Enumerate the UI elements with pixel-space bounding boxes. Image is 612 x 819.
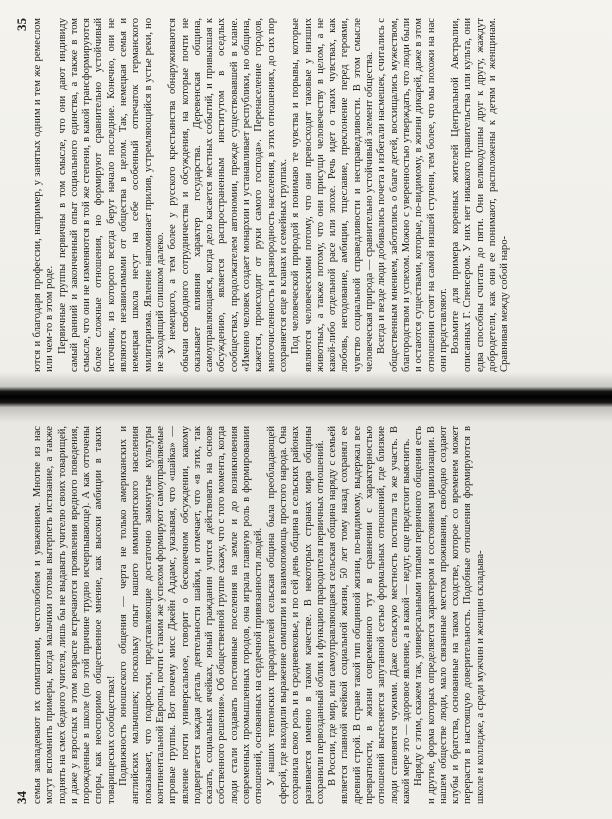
paragraph: ются и благодаря профессии, например, у занятых одним и тем же ремеслом или чем-то в этом роде. [32,18,56,372]
page-number: 34 [14,791,29,804]
page-text [32,18,512,372]
book-gutter [0,387,612,407]
page-35 [10,10,600,380]
paragraph: У немецкого, а тем более у русского крестьянства обнаруживаются обычаи свободного сотрудничества и обсуждения, на которые почти не оказывает влияния характер государства. Деревенская община, самоуправляющаяся, когда дело касается местных событий, и привыкшая к обсуждению, является распространенным институтом в оседлых сообществах, продолжателем автономии, прежде существовавшей в клане. «Именно человек создает монархии и устанавливает республики, но община, кажется, происходит от руки самого господа». Перенаселение городов, многочисленность и разнородность населения, в этих отношениях, до сих пор сохраняется еще в кланах и семейных группах. [167,18,289,372]
paragraph: У наших тевтонских прародителей сельская община была преобладающей сферой, где находили выражение симпатии и взаимопомощь простого народа. Она сохранила свою роль и в средневековье, и по сей день община в сельских районах развивается именно в таком качестве. В некоторых странах мира общины сохранили первозданный облик и функцию прародителя первичных отношений. [265,426,326,804]
paragraph: Наряду с этим, скажем так, универсальными типами первичного общения есть и другие, форма которых определяется характером и состоянием цивилизации. В нашем обществе люди, мало связанные местом проживания, свободно создают клубы и братства, основанные на таком сходстве, которое со временем может перерасти в настоящую доверительность. Подобные отношения формируются в школе и колледже, а среди мужчин и женщин складыва- [413,426,486,804]
paragraph: Подвижность юношеского общения — черта не только американских и английских мальчишек; поскольку опыт нашего иммигрантского населения показывает, что подростки, представляющие достаточно замкнутые культуры континентальной Европы, почти с таким же успехом формируют самоуправляемые игровые группы. Вот почему мисс Джейн Аддамс, указывая, что «шайка» — явление почти универсальное, говорит о бесконечном обсуждении, какому подвергается каждая деталь деятельности шайки, и отмечает, что «в этих, так сказать, социальных ячейках, юный гражданин учится действовать на основе собственного решения». Об общественной группе скажу, что с того момента, когда люди стали создавать постоянные поселения на земле и до возникновения современных промышленных городов, она играла главную роль в формировании отношений, основанных на сердечной привязанности людей. [118,426,265,804]
paragraph: Возьмите для примера коренных жителей Центральной Австралии, описанных Г. Спенсером. У них нет никакого правительства или культа, они едва способны считать до пяти. Они великодушны друг к другу, жаждут добродетели, как они ее понимают, расположены к детям и женщинам. Сравнивая между собой наро- [450,18,511,372]
page-number: 35 [14,18,29,31]
paragraph: Всегда и везде люди добивались почета и избегали насмешек, считались с общественным мнением, заботились о благе детей, восхищались мужеством, благородством и успехом. Можно с уверенностью утверждать, что люди были и остаются существами, которые, по-видимому, в жизни дикарей, даже в этом отношении стоят на самой низшей ступени, тем более, что мы похожи на нас они представляют. [376,18,449,372]
paragraph: В России, где мир, или самоуправляющаяся сельская община наряду с семьей является главной ячейкой социальной жизни, 50 лет тому назад сохранял ее древний строй. В стране такой тип общинной жизни, по-видимому, выдержал все превратности, в жизни современного тут в сравнении с характерностью отношений вытесняется запутанной сетью формальных отношений, где близкие люди становятся чужими. Даже сельскую местность постигла та же участь. В какой мере это — здоровое явление, а в какой — недуг, еще предстоит выяснить. [327,426,412,804]
page-34 [10,418,600,812]
paragraph: семья завладевают их симпатиями, честолюбием и уважением. Многие из нас могут вспомнить примеры, когда мальчики готовы вытерпеть истязание, а также поднять на смех бедного учителя, лишь бы не выдавать учителю своих товарищей, и даже у взрослых в этом возрасте встречаются проявления вредного поведения, порожденные в школе (по этой причине трудно исчерпывающе). А как отточены споры, как неоспоримо общественное мнение, как высоки амбиции в таких товарищеских сообществах! [32,426,117,804]
paragraph: Первичные группы первичны в том смысле, что они дают индивиду самый ранний и законченный опыт социального единства, а также в том смысле, что они не изменяются в той же степени, в какой трансформируются более сложные отношения, но формируют сравнительно устойчивый источник, из которого всегда берут начало последние. Конечно, они не являются независимыми от общества в целом. Так, немецкая семья и немецкая школа несут на себе особенный отпечаток германского милитаризма. Явление напоминает прилив, устремляющийся в устье реки, но не заходящий слишком далеко. [56,18,166,372]
page-text [32,426,487,804]
paragraph: Под человеческой природой я понимаю те чувства и порывы, которые являются человеческими потому, что они превосходят таковые у низших животных, а также потому, что они присущи человечеству в целом, а не какой-либо отдельной расе или эпохе. Речь идет о таких чувствах, как любовь, негодование, амбиции, тщеславие, преклонение перед героями, чувство социальной справедливости и несправедливости. В этом смысле человеческая природа — сравнительно устойчивый элемент общества. [290,18,376,372]
